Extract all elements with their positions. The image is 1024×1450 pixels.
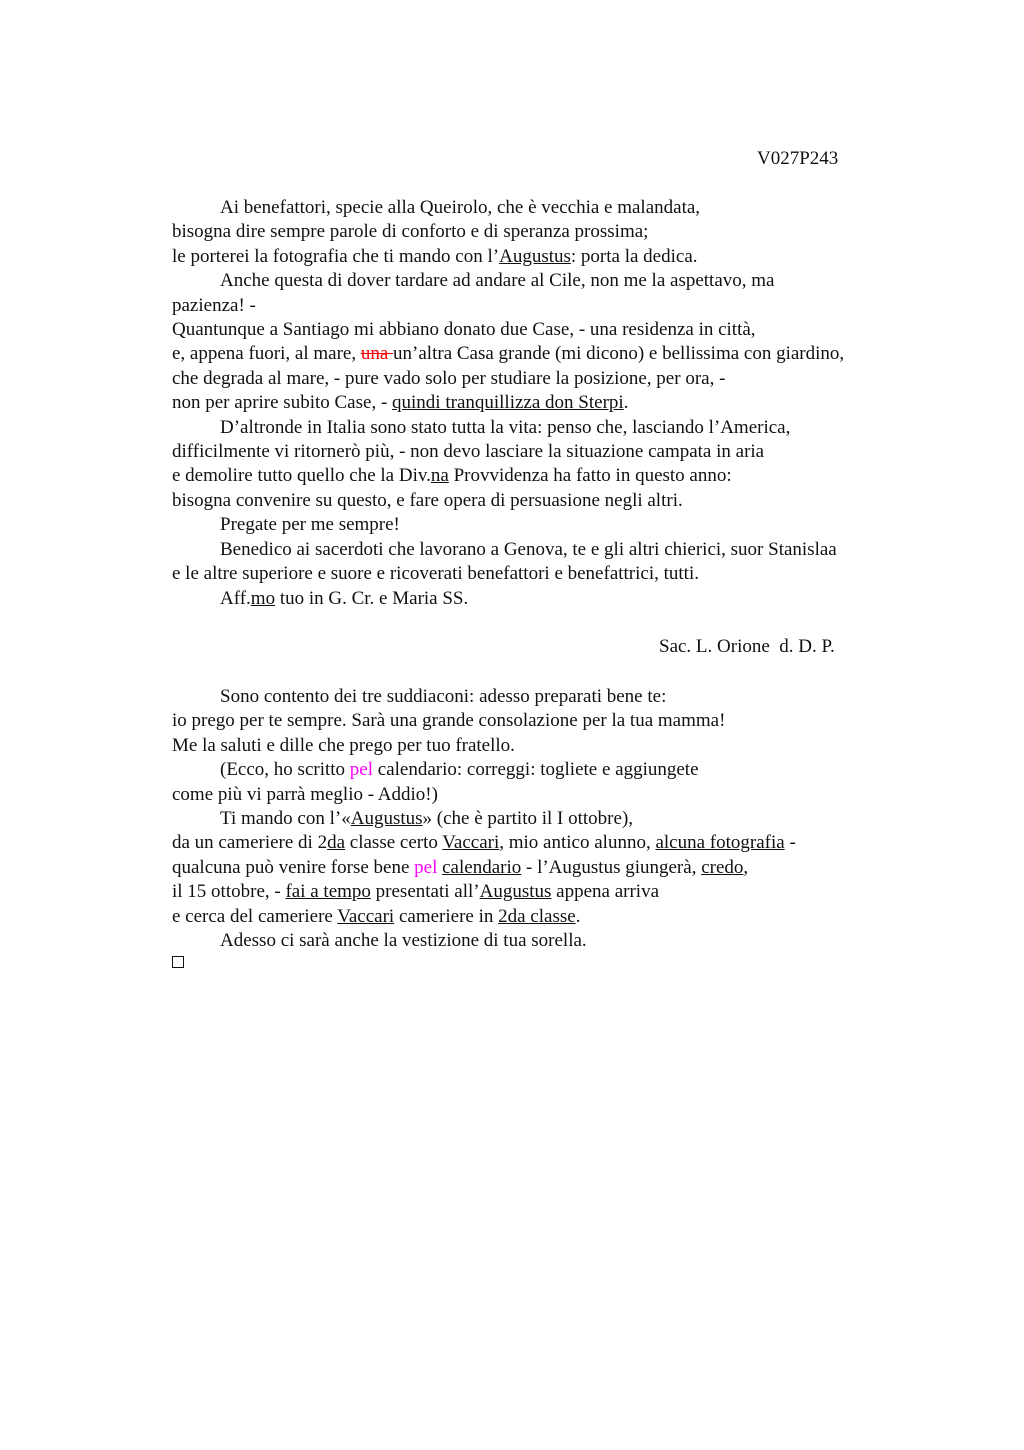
postscript-1-line-1: Sono contento dei tre suddiaconi: adesso preparati bene te: [220, 686, 667, 707]
paragraph-3-line-2: difficilmente vi ritornerò più, - non devo lasciare la situazione campata in aria [172, 441, 765, 463]
postscript-2-line-2: come più vi parrà meglio - Addio!) [172, 783, 438, 805]
paragraph-5-line-1: Benedico ai sacerdoti che lavorano a Genova, te e gli altri chierici, suor Stanislaa [220, 538, 837, 560]
paragraph-2-line-5: che degrada al mare, - pure vado solo per studiare la posizione, per ora, - [172, 367, 726, 389]
postscript-4-line-1: Adesso ci sarà anche la vestizione di tua sorella. [220, 930, 587, 952]
paragraph-6-line-1: Aff.mo tuo in G. Cr. e Maria SS. [220, 587, 469, 609]
highlighted-word: pel [349, 759, 374, 781]
underlined-abbreviation: mo [250, 587, 276, 609]
underlined-phrase: quindi tranquillizza don Sterpi [392, 392, 624, 414]
underlined-augustus: Augustus [499, 245, 571, 267]
highlighted-word: pel [414, 856, 438, 878]
paragraph-4-line-1: Pregate per me sempre! [220, 514, 400, 536]
postscript-1-line-2: io prego per te sempre. Sarà una grande consolazione per la tua mamma! [172, 710, 726, 732]
paragraph-2-line-2: pazienza! - [172, 294, 256, 316]
postscript-3-line-4: il 15 ottobre, - fai a tempo presentati all’Augustus appena arriva [172, 881, 660, 903]
document-reference-code: V027P243 [757, 148, 839, 169]
postscript-2-line-1: (Ecco, ho scritto pel calendario: correggi: togliete e aggiungete [220, 759, 699, 781]
underlined-abbreviation: na [430, 465, 449, 487]
paragraph-2-line-1: Anche questa di dover tardare ad andare al Cile, non me la aspettavo, ma [220, 270, 775, 292]
paragraph-3-line-4: bisogna convenire su questo, e fare opera di persuasione negli altri. [172, 489, 683, 511]
struck-deletion: una [360, 343, 394, 365]
paragraph-2-line-3: Quantunque a Santiago mi abbiano donato due Case, - una residenza in città, [172, 319, 756, 341]
postscript-3-line-3: qualcuna può venire forse bene pel calendario - l’Augustus giungerà, credo, [172, 856, 749, 878]
paragraph-1-line-2: bisogna dire sempre parole di conforto e di speranza prossima; [172, 221, 649, 243]
underlined-augustus: Augustus [350, 808, 423, 830]
paragraph-2-line-6: non per aprire subito Case, - quindi tranquillizza don Sterpi. [172, 392, 629, 414]
paragraph-1-line-3: le porterei la fotografia che ti mando con l’Augustus: porta la dedica. [172, 245, 698, 267]
postscript-1-line-3: Me la saluti e dille che prego per tuo fratello. [172, 734, 515, 756]
paragraph-3-line-1: D’altronde in Italia sono stato tutta la vita: penso che, lasciando l’America, [220, 416, 791, 438]
signature: Sac. L. Orione d. D. P. [659, 636, 835, 657]
postscript-3-line-1: Ti mando con l’«Augustus» (che è partito il I ottobre), [220, 808, 634, 830]
postscript-3-line-2: da un cameriere di 2da classe certo Vaccari, mio antico alunno, alcuna fotografia - [172, 832, 796, 854]
paragraph-3-line-3: e demolire tutto quello che la Div.na Provvidenza ha fatto in questo anno: [172, 465, 732, 487]
letter-body [172, 196, 932, 611]
postscript-3-line-5: e cerca del cameriere Vaccari cameriere in 2da classe. [172, 905, 581, 927]
checkbox-square-icon [172, 956, 184, 968]
paragraph-5-line-2: e le altre superiore e suore e ricoverati benefattori e benefattrici, tutti. [172, 563, 699, 585]
paragraph-2-line-4: e, appena fuori, al mare, una un’altra Casa grande (mi dicono) e bellissima con giardino, [172, 343, 845, 365]
postscript [172, 685, 932, 953]
paragraph-1-line-1: Ai benefattori, specie alla Queirolo, che è vecchia e malandata, [220, 197, 701, 218]
